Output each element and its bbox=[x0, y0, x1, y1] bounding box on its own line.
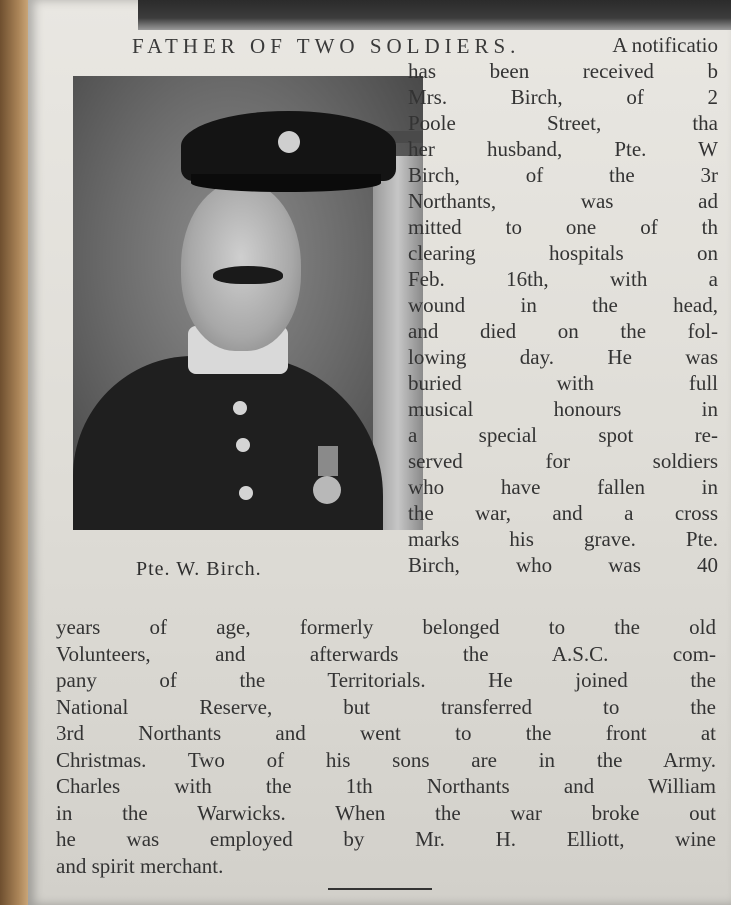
medal bbox=[313, 476, 341, 504]
article-line: in the Warwicks. When the war broke out bbox=[56, 800, 716, 825]
article-line: the war, and a cross bbox=[408, 501, 718, 525]
medal-ribbon bbox=[318, 446, 338, 476]
article-line: mitted to one of th bbox=[408, 215, 718, 239]
article-line: Birch, of the 3r bbox=[408, 163, 718, 187]
end-rule bbox=[328, 888, 432, 890]
newspaper-clipping bbox=[28, 0, 731, 905]
article-headline: FATHER OF TWO SOLDIERS. bbox=[132, 34, 521, 58]
article-line: Charles with the 1th Northants and William bbox=[56, 774, 716, 798]
article-line: Birch, who was 40 bbox=[408, 553, 718, 577]
tunic-button bbox=[233, 401, 247, 415]
article-line: Feb. 16th, with a bbox=[408, 267, 718, 291]
article-line: served for soldiers bbox=[408, 449, 718, 473]
article-line: her husband, Pte. W bbox=[408, 137, 718, 161]
article-line: A notificatio bbox=[612, 33, 718, 57]
article-line: lowing day. He was bbox=[408, 345, 718, 369]
soldier-moustache bbox=[213, 266, 283, 284]
header-rule bbox=[138, 0, 731, 30]
article-line: and died on the fol- bbox=[408, 319, 718, 343]
article-text-right-column bbox=[408, 32, 718, 578]
photo-caption: Pte. W. Birch. bbox=[136, 558, 262, 580]
article-line: wound in the head, bbox=[408, 293, 718, 317]
soldier-tunic bbox=[73, 356, 383, 530]
article-line: National Reserve, but transferred to the bbox=[56, 694, 716, 719]
article-line: Northants, was ad bbox=[408, 189, 718, 213]
article-line: 3rd Northants and went to the front at bbox=[56, 721, 716, 745]
article-line: musical honours in bbox=[408, 397, 718, 421]
tunic-button bbox=[239, 486, 253, 500]
article-line: Mrs. Birch, of 2 bbox=[408, 85, 718, 109]
article-line: years of age, formerly belonged to the old bbox=[56, 615, 716, 639]
article-line: a special spot re- bbox=[408, 423, 718, 447]
article-line: Christmas. Two of his sons are in the Army. bbox=[56, 747, 716, 772]
article-line: clearing hospitals on bbox=[408, 241, 718, 265]
article-line: pany of the Territorials. He joined the bbox=[56, 668, 716, 692]
article-line: who have fallen in bbox=[408, 475, 718, 499]
cap-badge bbox=[278, 131, 300, 153]
article-line: he was employed by Mr. H. Elliott, wine bbox=[56, 827, 716, 851]
article-line: Poole Street, tha bbox=[408, 111, 718, 135]
tunic-button bbox=[236, 438, 250, 452]
article-line: Volunteers, and afterwards the A.S.C. com- bbox=[56, 641, 716, 666]
soldier-cap-peak bbox=[191, 174, 381, 192]
article-text-full-width bbox=[56, 614, 716, 879]
article-line: buried with full bbox=[408, 371, 718, 395]
article-line: and spirit merchant. bbox=[56, 853, 224, 878]
article-line: marks his grave. Pte. bbox=[408, 527, 718, 551]
article-line: has been received b bbox=[408, 59, 718, 83]
soldier-portrait-photo bbox=[73, 76, 423, 530]
